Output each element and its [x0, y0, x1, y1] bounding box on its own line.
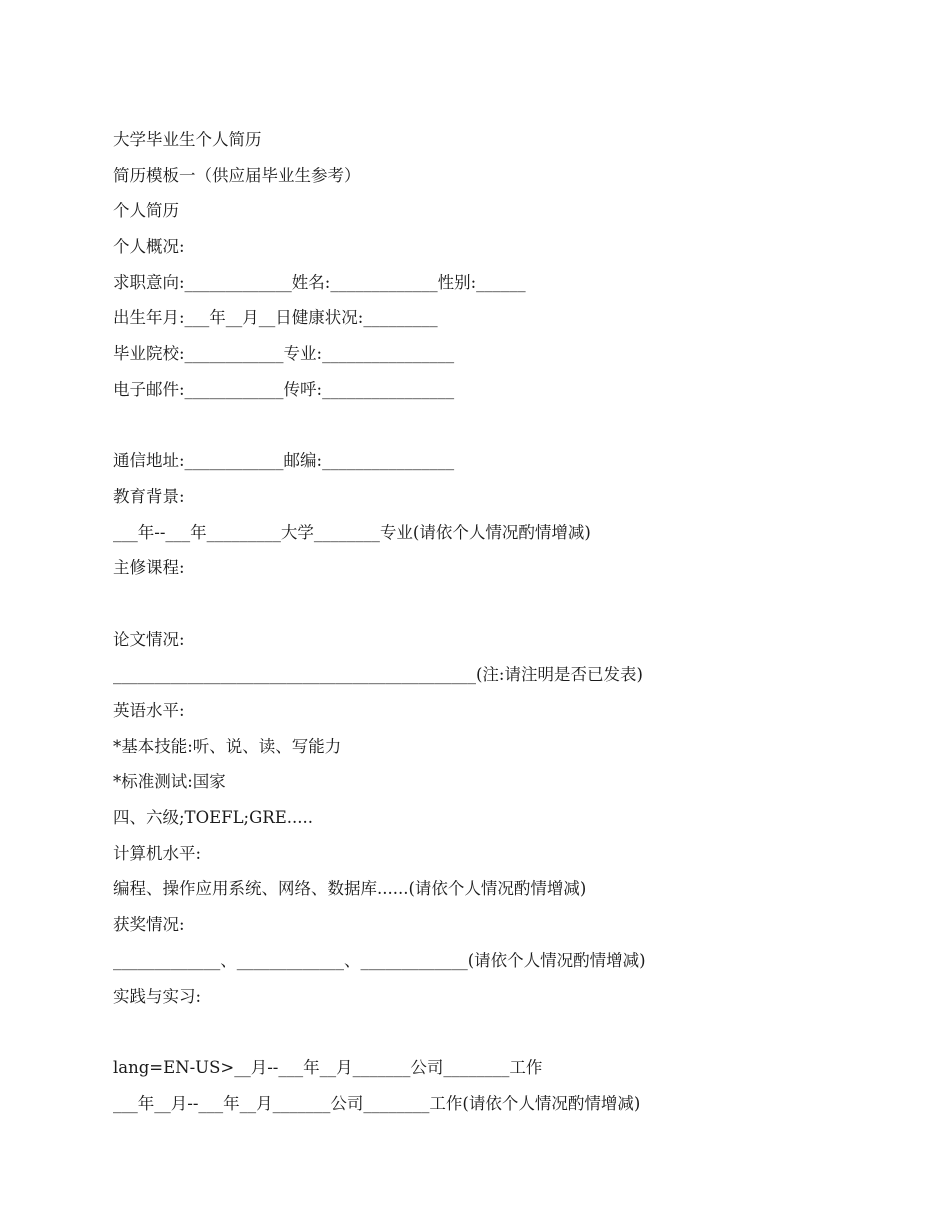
english-test-list: 四、六级;TOEFL;GRE.....: [113, 808, 313, 828]
template-subtitle: 简历模板一（供应届毕业生参考）: [113, 165, 361, 185]
field-line-job-name-gender: 求职意向:_____________姓名:_____________性别:______: [113, 272, 526, 292]
document-title: 大学毕业生个人简历: [113, 130, 262, 149]
section-heading-english: 英语水平:: [113, 701, 185, 720]
field-line-practice-1: lang=EN-US>__月--___年__月_______公司________工作: [113, 1057, 543, 1077]
section-heading-courses: 主修课程:: [113, 558, 185, 578]
field-line-practice-2: ___年__月--___年__月_______公司________工作(请依个人情况酌情增减): [113, 1093, 641, 1113]
section-heading-thesis: 论文情况:: [113, 629, 185, 649]
field-line-email-pager: 电子邮件:____________传呼:________________: [113, 379, 455, 399]
section-heading-overview: 个人概况:: [113, 237, 185, 257]
english-standard-tests: *标准测试:国家: [113, 772, 226, 792]
section-heading-education: 教育背景:: [113, 486, 185, 506]
section-heading-computer: 计算机水平:: [113, 843, 202, 863]
computer-skills: 编程、操作应用系统、网络、数据库......(请依个人情况酌情增减): [113, 879, 587, 899]
field-line-education: ___年--___年_________大学________专业(请依个人情况酌情增减): [113, 522, 591, 542]
field-line-birth-health: 出生年月:___年__月__日健康状况:_________: [113, 308, 438, 328]
field-line-school-major: 毕业院校:____________专业:________________: [113, 344, 455, 364]
english-basic-skills: *基本技能:听、说、读、写能力: [113, 736, 342, 756]
section-heading-awards: 获奖情况:: [113, 915, 185, 935]
document-body: [113, 122, 873, 1121]
field-line-thesis: ____________________________________________(注:请注明是否已发表): [113, 665, 643, 685]
section-heading-practice: 实践与实习:: [113, 986, 202, 1006]
blank-line: [113, 1014, 873, 1050]
blank-line: [113, 408, 873, 444]
blank-line: [113, 586, 873, 622]
field-line-awards: _____________、_____________、_____________(请依个人情况酌情增减): [113, 950, 646, 970]
section-heading-resume: 个人简历: [113, 201, 179, 221]
field-line-address-postcode: 通信地址:____________邮编:________________: [113, 451, 455, 471]
